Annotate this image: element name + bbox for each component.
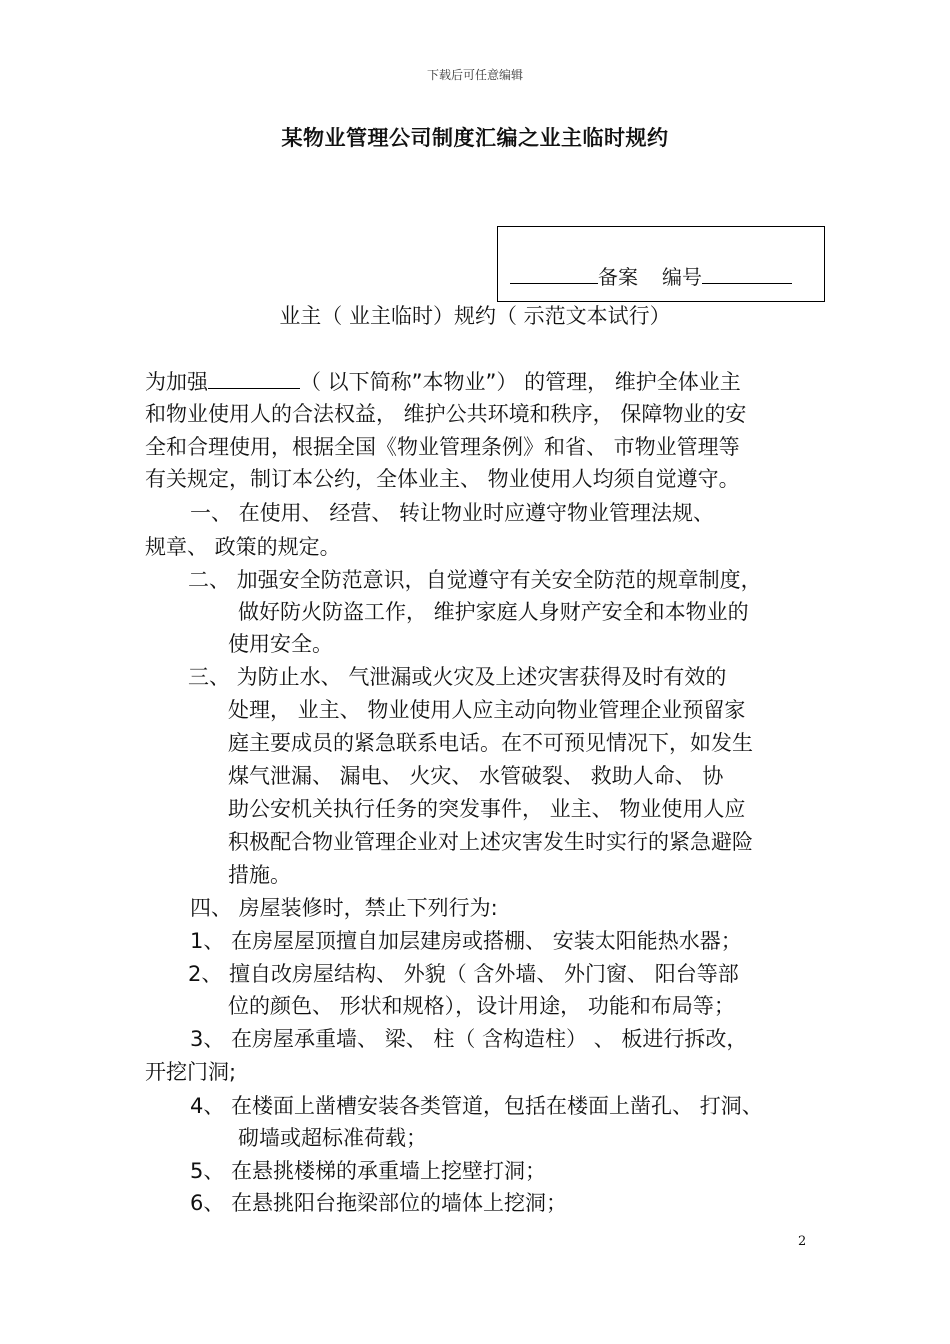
clause-3-line-5: 助公安机关执行任务的突发事件， 业主、 物业使用人应 — [228, 797, 746, 821]
item-2-line-1: 2、 擅自改房屋结构、 外貌（ 含外墙、 外门窗、 阳台等部 — [188, 962, 739, 986]
subtitle: 业主（ 业主临时）规约（ 示范文本试行） — [279, 304, 671, 328]
clause-3-line-1: 三、 为防止水、 气泄漏或火灾及上述灾害获得及时有效的 — [188, 665, 727, 689]
clause-1-line-2: 规章、 政策的规定。 — [145, 535, 341, 559]
document-title: 某物业管理公司制度汇编之业主临时规约 — [281, 126, 669, 150]
item-4-line-2: 砌墙或超标准荷载； — [238, 1126, 427, 1150]
clause-1-line-1: 一、 在使用、 经营、 转让物业时应遵守物业管理法规、 — [190, 501, 715, 525]
clause-4-line-1: 四、 房屋装修时，禁止下列行为: — [190, 896, 498, 920]
intro-suffix: （ 以下简称”本物业”） 的管理， 维护全体业主 — [300, 370, 741, 394]
intro-line-1 — [145, 366, 741, 398]
clause-3-line-6: 积极配合物业管理企业对上述灾害发生时实行的紧急避险 — [228, 830, 753, 854]
record-label: 备案 — [598, 265, 638, 289]
intro-line-2: 和物业使用人的合法权益， 维护公共环境和秩序， 保障物业的安 — [145, 402, 747, 426]
clause-2-line-2: 做好防火防盗工作， 维护家庭人身财产安全和本物业的 — [238, 600, 749, 624]
intro-line-4: 有关规定，制订本公约，全体业主、 物业使用人均须自觉遵守。 — [145, 467, 740, 491]
clause-3-line-4: 煤气泄漏、 漏电、 火灾、 水管破裂、 救助人命、 协 — [228, 764, 724, 788]
item-3-line-1: 3、 在房屋承重墙、 梁、 柱（ 含构造柱） 、 板进行拆改， — [190, 1027, 748, 1051]
item-4-line-1: 4、 在楼面上凿槽安装各类管道，包括在楼面上凿孔、 打洞、 — [190, 1094, 763, 1118]
clause-3-line-7: 措施。 — [228, 863, 291, 887]
item-3-line-2: 开挖门洞; — [145, 1060, 237, 1084]
intro-prefix: 为加强 — [145, 370, 208, 394]
item-5: 5、 在悬挑楼梯的承重墙上挖壁打洞； — [190, 1159, 547, 1183]
clause-2-line-3: 使用安全。 — [228, 632, 333, 656]
number-label: 编号 — [662, 265, 702, 289]
record-number-line — [510, 261, 792, 290]
clause-3-line-2: 处理， 业主、 物业使用人应主动向物业管理企业预留家 — [228, 698, 746, 722]
number-blank — [702, 282, 792, 284]
page-number: 2 — [798, 1234, 807, 1249]
item-2-line-2: 位的颜色、 形状和规格），设计用途， 功能和布局等； — [228, 994, 735, 1018]
record-number-box — [497, 226, 825, 302]
clause-3-line-3: 庭主要成员的紧急联系电话。在不可预见情况下，如发生 — [228, 731, 753, 755]
property-name-blank — [208, 387, 300, 389]
intro-line-3: 全和合理使用，根据全国《物业管理条例》和省、 市物业管理等 — [145, 435, 740, 459]
item-6: 6、 在悬挑阳台拖梁部位的墙体上挖洞； — [190, 1191, 568, 1215]
item-1: 1、 在房屋屋顶擅自加层建房或搭棚、 安装太阳能热水器； — [190, 929, 742, 953]
record-blank — [510, 282, 598, 284]
clause-2-line-1: 二、 加强安全防范意识，自觉遵守有关安全防范的规章制度， — [188, 568, 762, 592]
header-note: 下载后可任意编辑 — [426, 68, 523, 82]
